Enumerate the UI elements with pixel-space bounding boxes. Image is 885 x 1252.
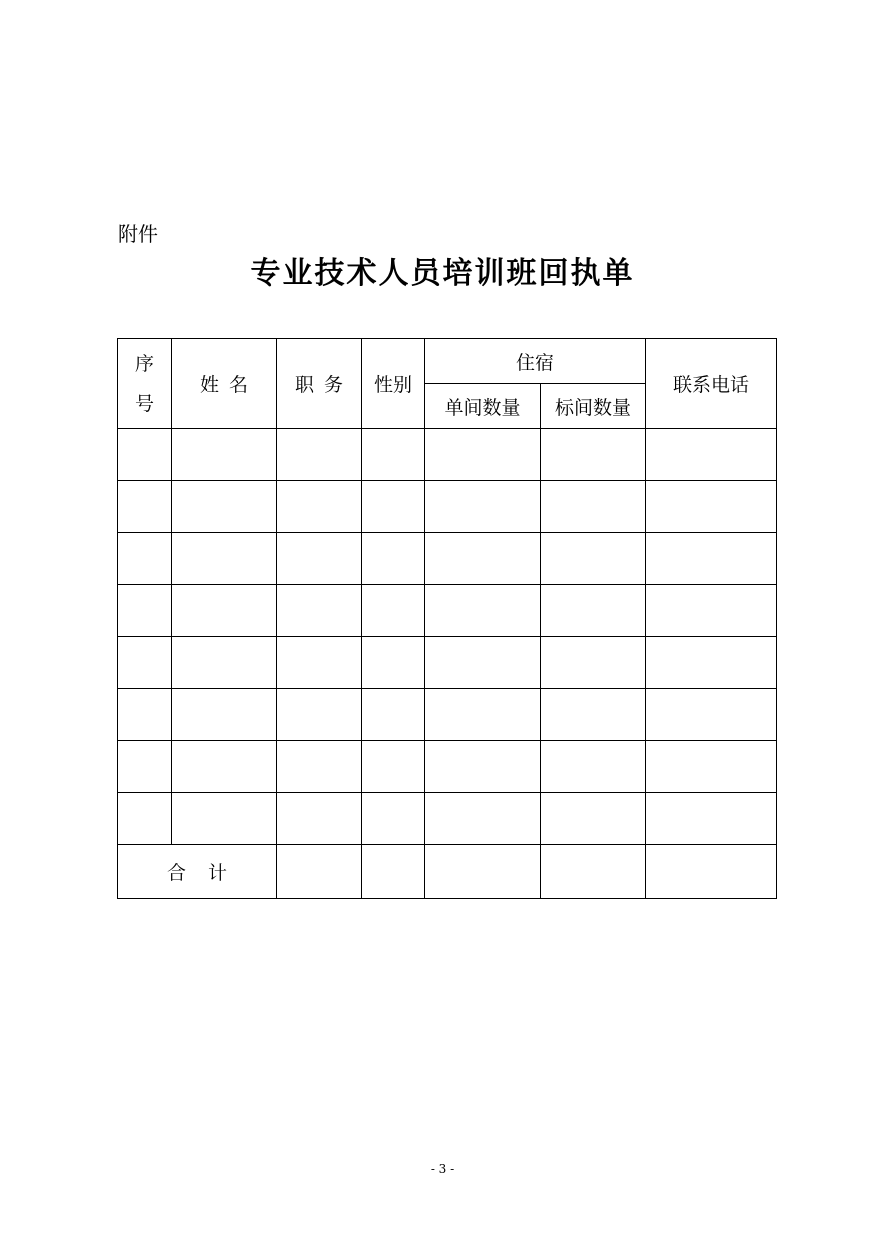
table-row xyxy=(118,637,777,689)
cell-index[interactable] xyxy=(118,637,172,689)
header-gender xyxy=(362,339,425,429)
cell-phone[interactable] xyxy=(646,793,777,845)
cell-standard-rooms[interactable] xyxy=(541,585,646,637)
cell-position[interactable] xyxy=(277,637,362,689)
total-row xyxy=(118,845,777,899)
cell-phone[interactable] xyxy=(646,689,777,741)
cell-position[interactable] xyxy=(277,585,362,637)
header-gender-label: 性别 xyxy=(373,374,412,396)
cell-gender[interactable] xyxy=(362,481,425,533)
cell-standard-rooms[interactable] xyxy=(541,741,646,793)
header-position-label: 职务 xyxy=(294,374,353,396)
cell-gender[interactable] xyxy=(362,689,425,741)
header-position xyxy=(277,339,362,429)
header-single-rooms xyxy=(425,384,541,429)
header-phone-label: 联系电话 xyxy=(673,374,750,396)
table-row xyxy=(118,689,777,741)
cell-gender[interactable] xyxy=(362,429,425,481)
cell-name[interactable] xyxy=(172,689,277,741)
cell-name[interactable] xyxy=(172,793,277,845)
total-label: 合计 xyxy=(166,862,249,884)
cell-standard-rooms[interactable] xyxy=(541,481,646,533)
attachment-label: 附件 xyxy=(118,222,158,246)
header-lodging-label: 住宿 xyxy=(516,351,555,374)
total-gender[interactable] xyxy=(362,845,425,899)
cell-gender[interactable] xyxy=(362,793,425,845)
cell-name[interactable] xyxy=(172,533,277,585)
cell-single-rooms[interactable] xyxy=(425,689,541,741)
cell-single-rooms[interactable] xyxy=(425,429,541,481)
header-phone xyxy=(646,339,777,429)
cell-standard-rooms[interactable] xyxy=(541,429,646,481)
cell-position[interactable] xyxy=(277,689,362,741)
cell-position[interactable] xyxy=(277,741,362,793)
cell-standard-rooms[interactable] xyxy=(541,689,646,741)
cell-gender[interactable] xyxy=(362,741,425,793)
cell-position[interactable] xyxy=(277,429,362,481)
total-single-rooms[interactable] xyxy=(425,845,541,899)
cell-phone[interactable] xyxy=(646,637,777,689)
header-name-label: 姓名 xyxy=(199,374,258,396)
cell-name[interactable] xyxy=(172,585,277,637)
table-row xyxy=(118,585,777,637)
cell-phone[interactable] xyxy=(646,585,777,637)
cell-single-rooms[interactable] xyxy=(425,793,541,845)
cell-single-rooms[interactable] xyxy=(425,741,541,793)
cell-index[interactable] xyxy=(118,533,172,585)
cell-phone[interactable] xyxy=(646,429,777,481)
header-name xyxy=(172,339,277,429)
cell-single-rooms[interactable] xyxy=(425,585,541,637)
header-index-line2: 号 xyxy=(134,392,154,415)
cell-gender[interactable] xyxy=(362,585,425,637)
header-standard-rooms-label: 标间数量 xyxy=(555,396,632,419)
table-row xyxy=(118,741,777,793)
cell-standard-rooms[interactable] xyxy=(541,793,646,845)
table-row xyxy=(118,429,777,481)
cell-position[interactable] xyxy=(277,481,362,533)
cell-gender[interactable] xyxy=(362,637,425,689)
cell-index[interactable] xyxy=(118,793,172,845)
cell-phone[interactable] xyxy=(646,533,777,585)
cell-name[interactable] xyxy=(172,481,277,533)
cell-single-rooms[interactable] xyxy=(425,637,541,689)
cell-index[interactable] xyxy=(118,429,172,481)
cell-name[interactable] xyxy=(172,637,277,689)
cell-phone[interactable] xyxy=(646,481,777,533)
cell-index[interactable] xyxy=(118,689,172,741)
receipt-form-table xyxy=(117,338,777,899)
header-standard-rooms xyxy=(541,384,646,429)
cell-gender[interactable] xyxy=(362,533,425,585)
cell-single-rooms[interactable] xyxy=(425,481,541,533)
page-number: - 3 - xyxy=(430,1162,455,1176)
cell-name[interactable] xyxy=(172,741,277,793)
cell-standard-rooms[interactable] xyxy=(541,533,646,585)
cell-name[interactable] xyxy=(172,429,277,481)
cell-index[interactable] xyxy=(118,741,172,793)
cell-index[interactable] xyxy=(118,481,172,533)
cell-standard-rooms[interactable] xyxy=(541,637,646,689)
header-lodging xyxy=(425,339,646,384)
header-single-rooms-label: 单间数量 xyxy=(444,396,521,419)
cell-single-rooms[interactable] xyxy=(425,533,541,585)
cell-index[interactable] xyxy=(118,585,172,637)
table-row xyxy=(118,481,777,533)
table-row xyxy=(118,533,777,585)
total-label-cell xyxy=(118,845,277,899)
cell-position[interactable] xyxy=(277,533,362,585)
total-phone[interactable] xyxy=(646,845,777,899)
page-title: 专业技术人员培训班回执单 xyxy=(250,256,635,291)
cell-phone[interactable] xyxy=(646,741,777,793)
cell-position[interactable] xyxy=(277,793,362,845)
total-position[interactable] xyxy=(277,845,362,899)
total-standard-rooms[interactable] xyxy=(541,845,646,899)
header-index xyxy=(118,339,172,429)
header-row-top xyxy=(118,339,777,384)
table-row xyxy=(118,793,777,845)
header-index-line1: 序 xyxy=(134,352,154,375)
